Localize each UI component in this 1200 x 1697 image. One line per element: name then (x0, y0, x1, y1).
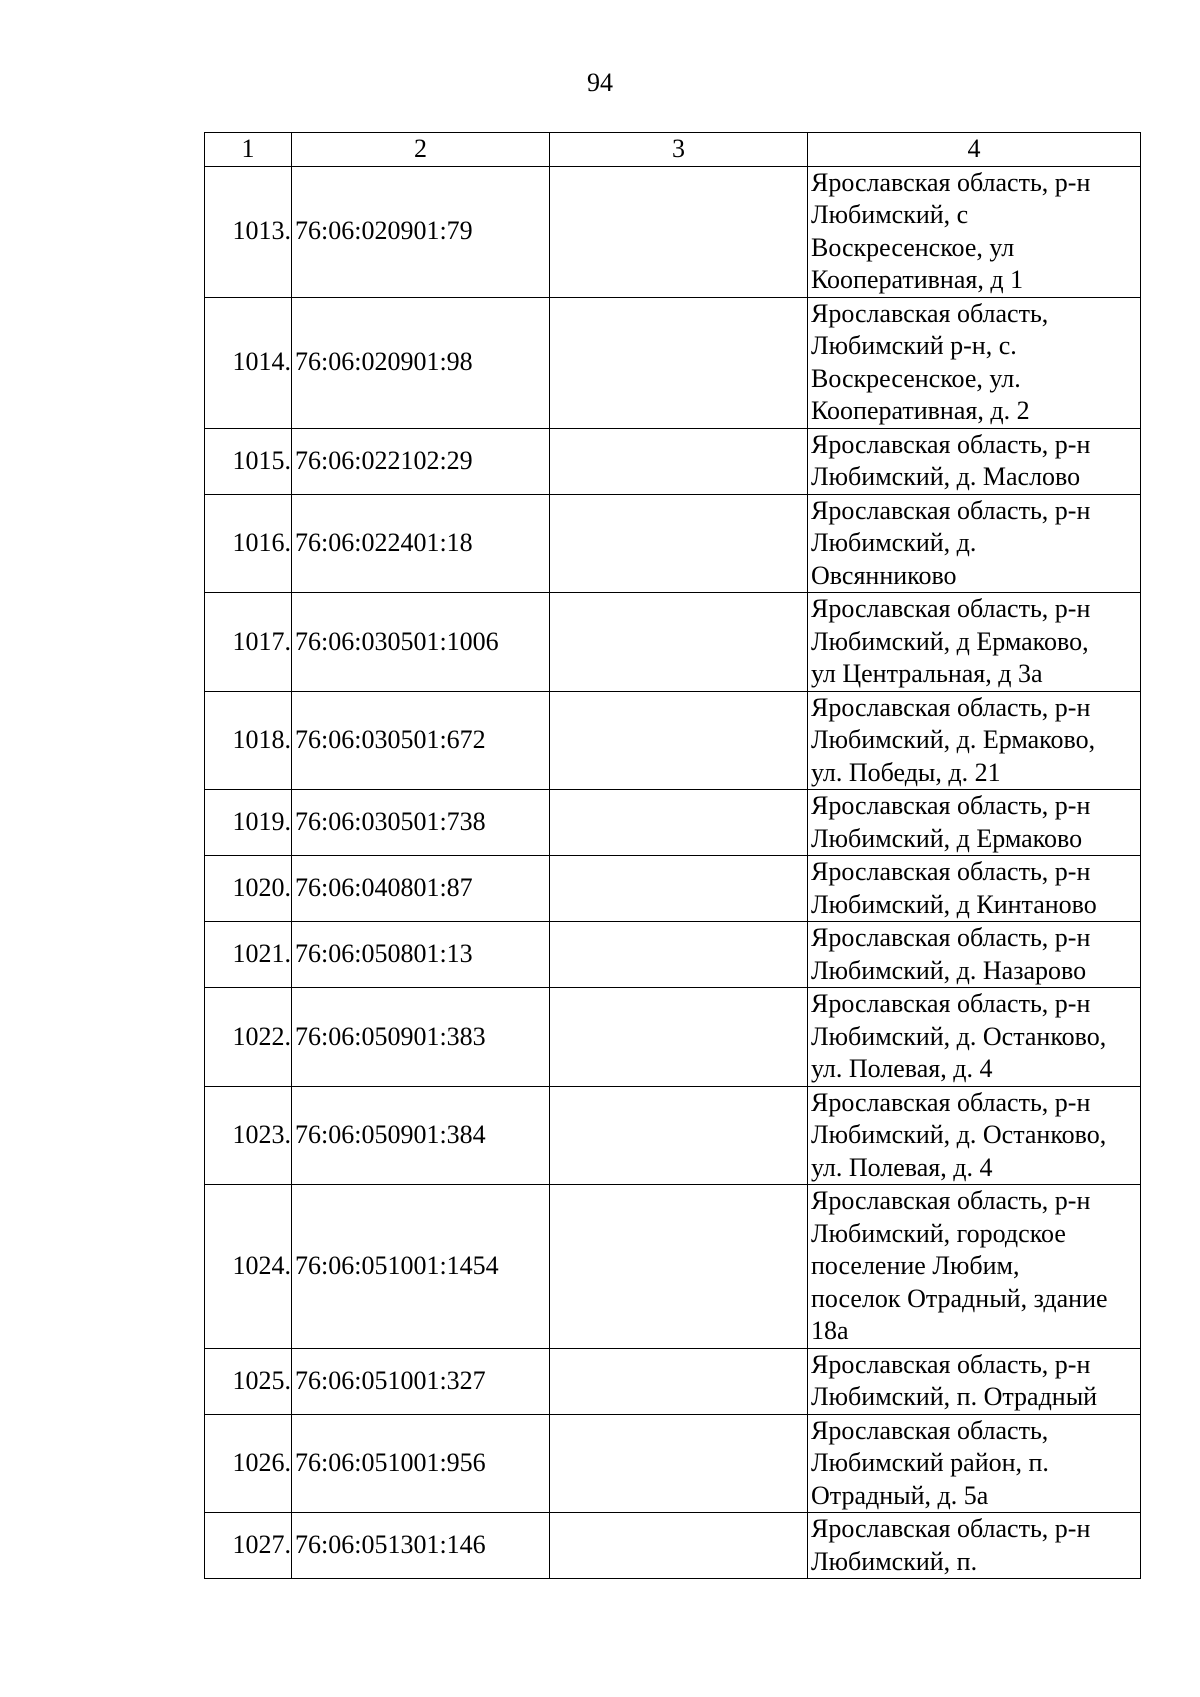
column-3-cell (550, 922, 808, 988)
table-row (205, 494, 1141, 593)
table-row (205, 428, 1141, 494)
row-number-cell: 1027. (205, 1513, 292, 1579)
cadastral-number-cell: 76:06:051301:146 (292, 1513, 550, 1579)
header-col-4: 4 (808, 133, 1141, 167)
cadastral-number-cell: 76:06:051001:956 (292, 1414, 550, 1513)
table-row (205, 593, 1141, 692)
table-row (205, 297, 1141, 428)
cadastral-number-cell: 76:06:051001:1454 (292, 1185, 550, 1349)
address-cell: Ярославская область, Любимский р-н, с. Воскресенское, ул. Кооперативная, д. 2 (808, 297, 1141, 428)
address-cell: Ярославская область, р-н Любимский, д. Останково, ул. Полевая, д. 4 (808, 1086, 1141, 1185)
row-number-cell: 1020. (205, 856, 292, 922)
address-cell: Ярославская область, р-н Любимский, с Воскресенское, ул Кооперативная, д 1 (808, 166, 1141, 297)
row-number-cell: 1016. (205, 494, 292, 593)
row-number-cell: 1021. (205, 922, 292, 988)
column-3-cell (550, 790, 808, 856)
column-3-cell (550, 494, 808, 593)
table-row (205, 856, 1141, 922)
address-cell: Ярославская область, р-н Любимский, д Ермаково, ул Центральная, д 3а (808, 593, 1141, 692)
column-3-cell (550, 297, 808, 428)
cadastral-number-cell: 76:06:050801:13 (292, 922, 550, 988)
address-cell: Ярославская область, р-н Любимский, д Кинтаново (808, 856, 1141, 922)
address-cell: Ярославская область, р-н Любимский, д. Ермаково, ул. Победы, д. 21 (808, 691, 1141, 790)
row-number-cell: 1024. (205, 1185, 292, 1349)
row-number-cell: 1023. (205, 1086, 292, 1185)
registry-body (205, 166, 1141, 1579)
cadastral-number-cell: 76:06:022401:18 (292, 494, 550, 593)
table-row (205, 691, 1141, 790)
column-3-cell (550, 166, 808, 297)
row-number-cell: 1018. (205, 691, 292, 790)
address-cell: Ярославская область, р-н Любимский, п. Отрадный (808, 1348, 1141, 1414)
cadastral-number-cell: 76:06:020901:79 (292, 166, 550, 297)
address-cell: Ярославская область, р-н Любимский, д. Маслово (808, 428, 1141, 494)
cadastral-number-cell: 76:06:050901:383 (292, 988, 550, 1087)
cadastral-number-cell: 76:06:040801:87 (292, 856, 550, 922)
header-row (205, 133, 1141, 167)
column-3-cell (550, 1086, 808, 1185)
page-number: 94 (587, 68, 613, 97)
row-number-cell: 1015. (205, 428, 292, 494)
table-row (205, 1348, 1141, 1414)
column-3-cell (550, 988, 808, 1087)
table-row (205, 988, 1141, 1087)
cadastral-number-cell: 76:06:030501:672 (292, 691, 550, 790)
row-number-cell: 1025. (205, 1348, 292, 1414)
address-cell: Ярославская область, р-н Любимский, д. Овсянниково (808, 494, 1141, 593)
header-col-1: 1 (205, 133, 292, 167)
row-number-cell: 1014. (205, 297, 292, 428)
address-cell: Ярославская область, р-н Любимский, д Ермаково (808, 790, 1141, 856)
row-number-cell: 1026. (205, 1414, 292, 1513)
table-row (205, 790, 1141, 856)
table-row (205, 1185, 1141, 1349)
table-row (205, 166, 1141, 297)
row-number-cell: 1013. (205, 166, 292, 297)
cadastral-number-cell: 76:06:030501:1006 (292, 593, 550, 692)
cadastral-number-cell: 76:06:050901:384 (292, 1086, 550, 1185)
column-3-cell (550, 593, 808, 692)
cadastral-number-cell: 76:06:022102:29 (292, 428, 550, 494)
column-3-cell (550, 1348, 808, 1414)
row-number-cell: 1022. (205, 988, 292, 1087)
cadastral-number-cell: 76:06:030501:738 (292, 790, 550, 856)
row-number-cell: 1019. (205, 790, 292, 856)
header-col-3: 3 (550, 133, 808, 167)
row-number-cell: 1017. (205, 593, 292, 692)
address-cell: Ярославская область, Любимский район, п. Отрадный, д. 5а (808, 1414, 1141, 1513)
table-row (205, 1513, 1141, 1579)
column-3-cell (550, 691, 808, 790)
cadastral-number-cell: 76:06:051001:327 (292, 1348, 550, 1414)
table-row (205, 1086, 1141, 1185)
address-cell: Ярославская область, р-н Любимский, городское поселение Любим, поселок Отрадный, здание 18а (808, 1185, 1141, 1349)
registry-table (204, 132, 1141, 1579)
column-3-cell (550, 1513, 808, 1579)
column-3-cell (550, 1414, 808, 1513)
address-cell: Ярославская область, р-н Любимский, д. Останково, ул. Полевая, д. 4 (808, 988, 1141, 1087)
table-row (205, 1414, 1141, 1513)
column-3-cell (550, 1185, 808, 1349)
cadastral-number-cell: 76:06:020901:98 (292, 297, 550, 428)
header-col-2: 2 (292, 133, 550, 167)
address-cell: Ярославская область, р-н Любимский, п. (808, 1513, 1141, 1579)
address-cell: Ярославская область, р-н Любимский, д. Назарово (808, 922, 1141, 988)
table-row (205, 922, 1141, 988)
column-3-cell (550, 428, 808, 494)
column-3-cell (550, 856, 808, 922)
